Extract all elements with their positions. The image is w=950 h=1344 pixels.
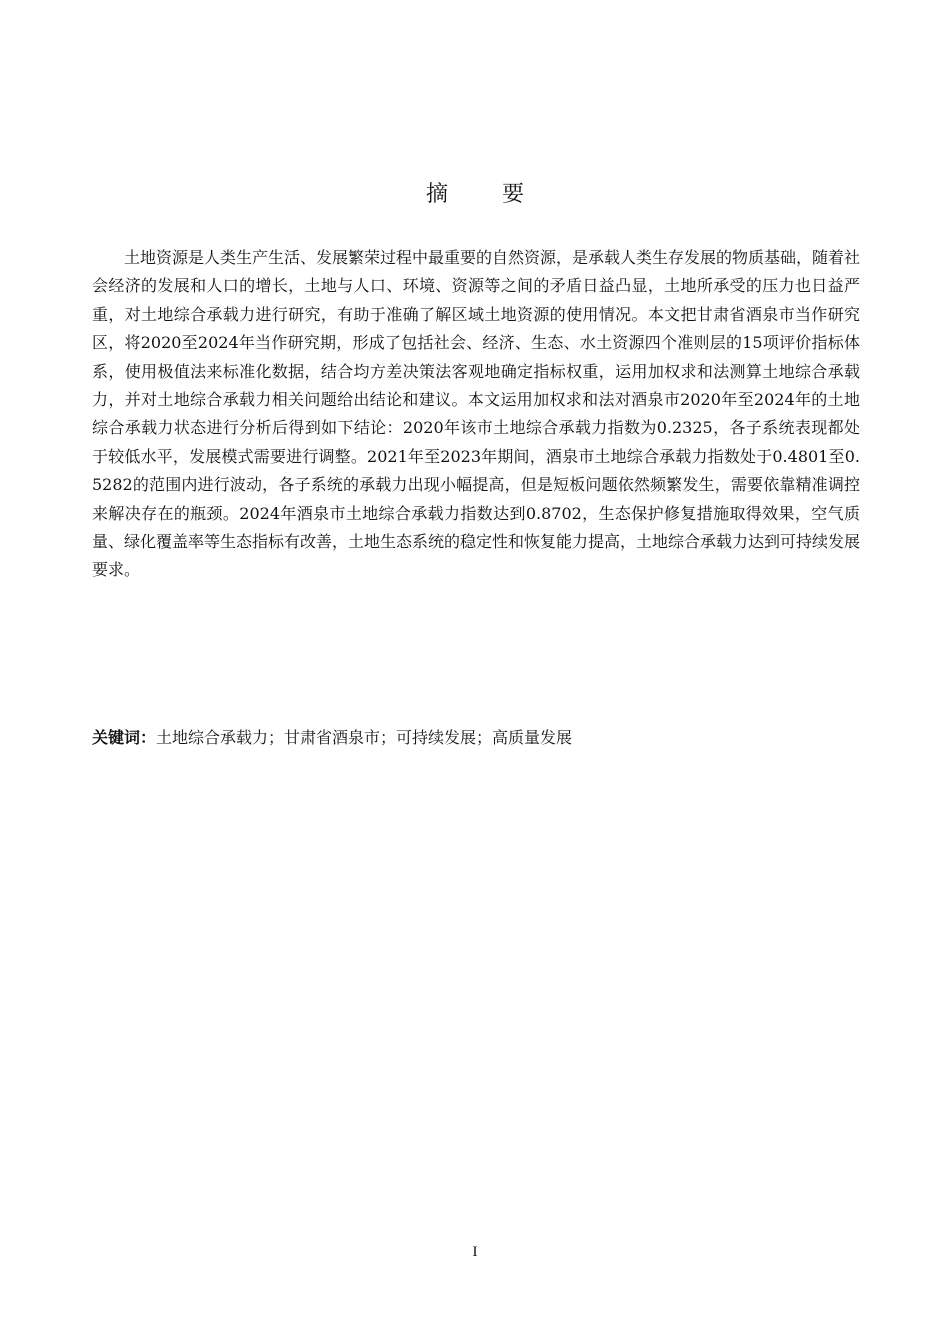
abstract-body: 土地资源是人类生产生活、发展繁荣过程中最重要的自然资源，是承载人类生存发展的物质基础，随着社会经济的发展和人口的增长，土地与人口、环境、资源等之间的矛盾日益凸显，土地所承受的压力也日益严重，对土地综合承载力进行研究，有助于准确了解区域土地资源的使用情况。本文把甘肃省酒泉市当作研究区，将2020至2024年当作研究期，形成了包括社会、经济、生态、水土资源四个准则层的15项评价指标体系，使用极值法来标准化数据，结合均方差决策法客观地确定指标权重，运用加权求和法测算土地综合承载力，并对土地综合承载力相关问题给出结论和建议。本文运用加权求和法对酒泉市2020年至2024年的土地综合承载力状态进行分析后得到如下结论：2020年该市土地综合承载力指数为0.2325，各子系统表现都处于较低水平，发展模式需要进行调整。2021年至2023年期间，酒泉市土地综合承载力指数处于0.4801至0.5282的范围内进行波动，各子系统的承载力出现小幅提高，但是短板问题依然频繁发生，需要依靠精准调控来解决存在的瓶颈。2024年酒泉市土地综合承载力指数达到0.8702，生态保护修复措施取得效果，空气质量、绿化覆盖率等生态指标有改善，土地生态系统的稳定性和恢复能力提高，土地综合承载力达到可持续发展要求。 [92,248,861,580]
keywords-line [92,724,860,752]
abstract-title: 摘 要 [425,182,540,207]
keywords-label: 关键词： [92,728,157,747]
keywords-text: 土地综合承载力；甘肃省酒泉市；可持续发展；高质量发展 [156,728,573,747]
page-number: I [472,1244,478,1260]
